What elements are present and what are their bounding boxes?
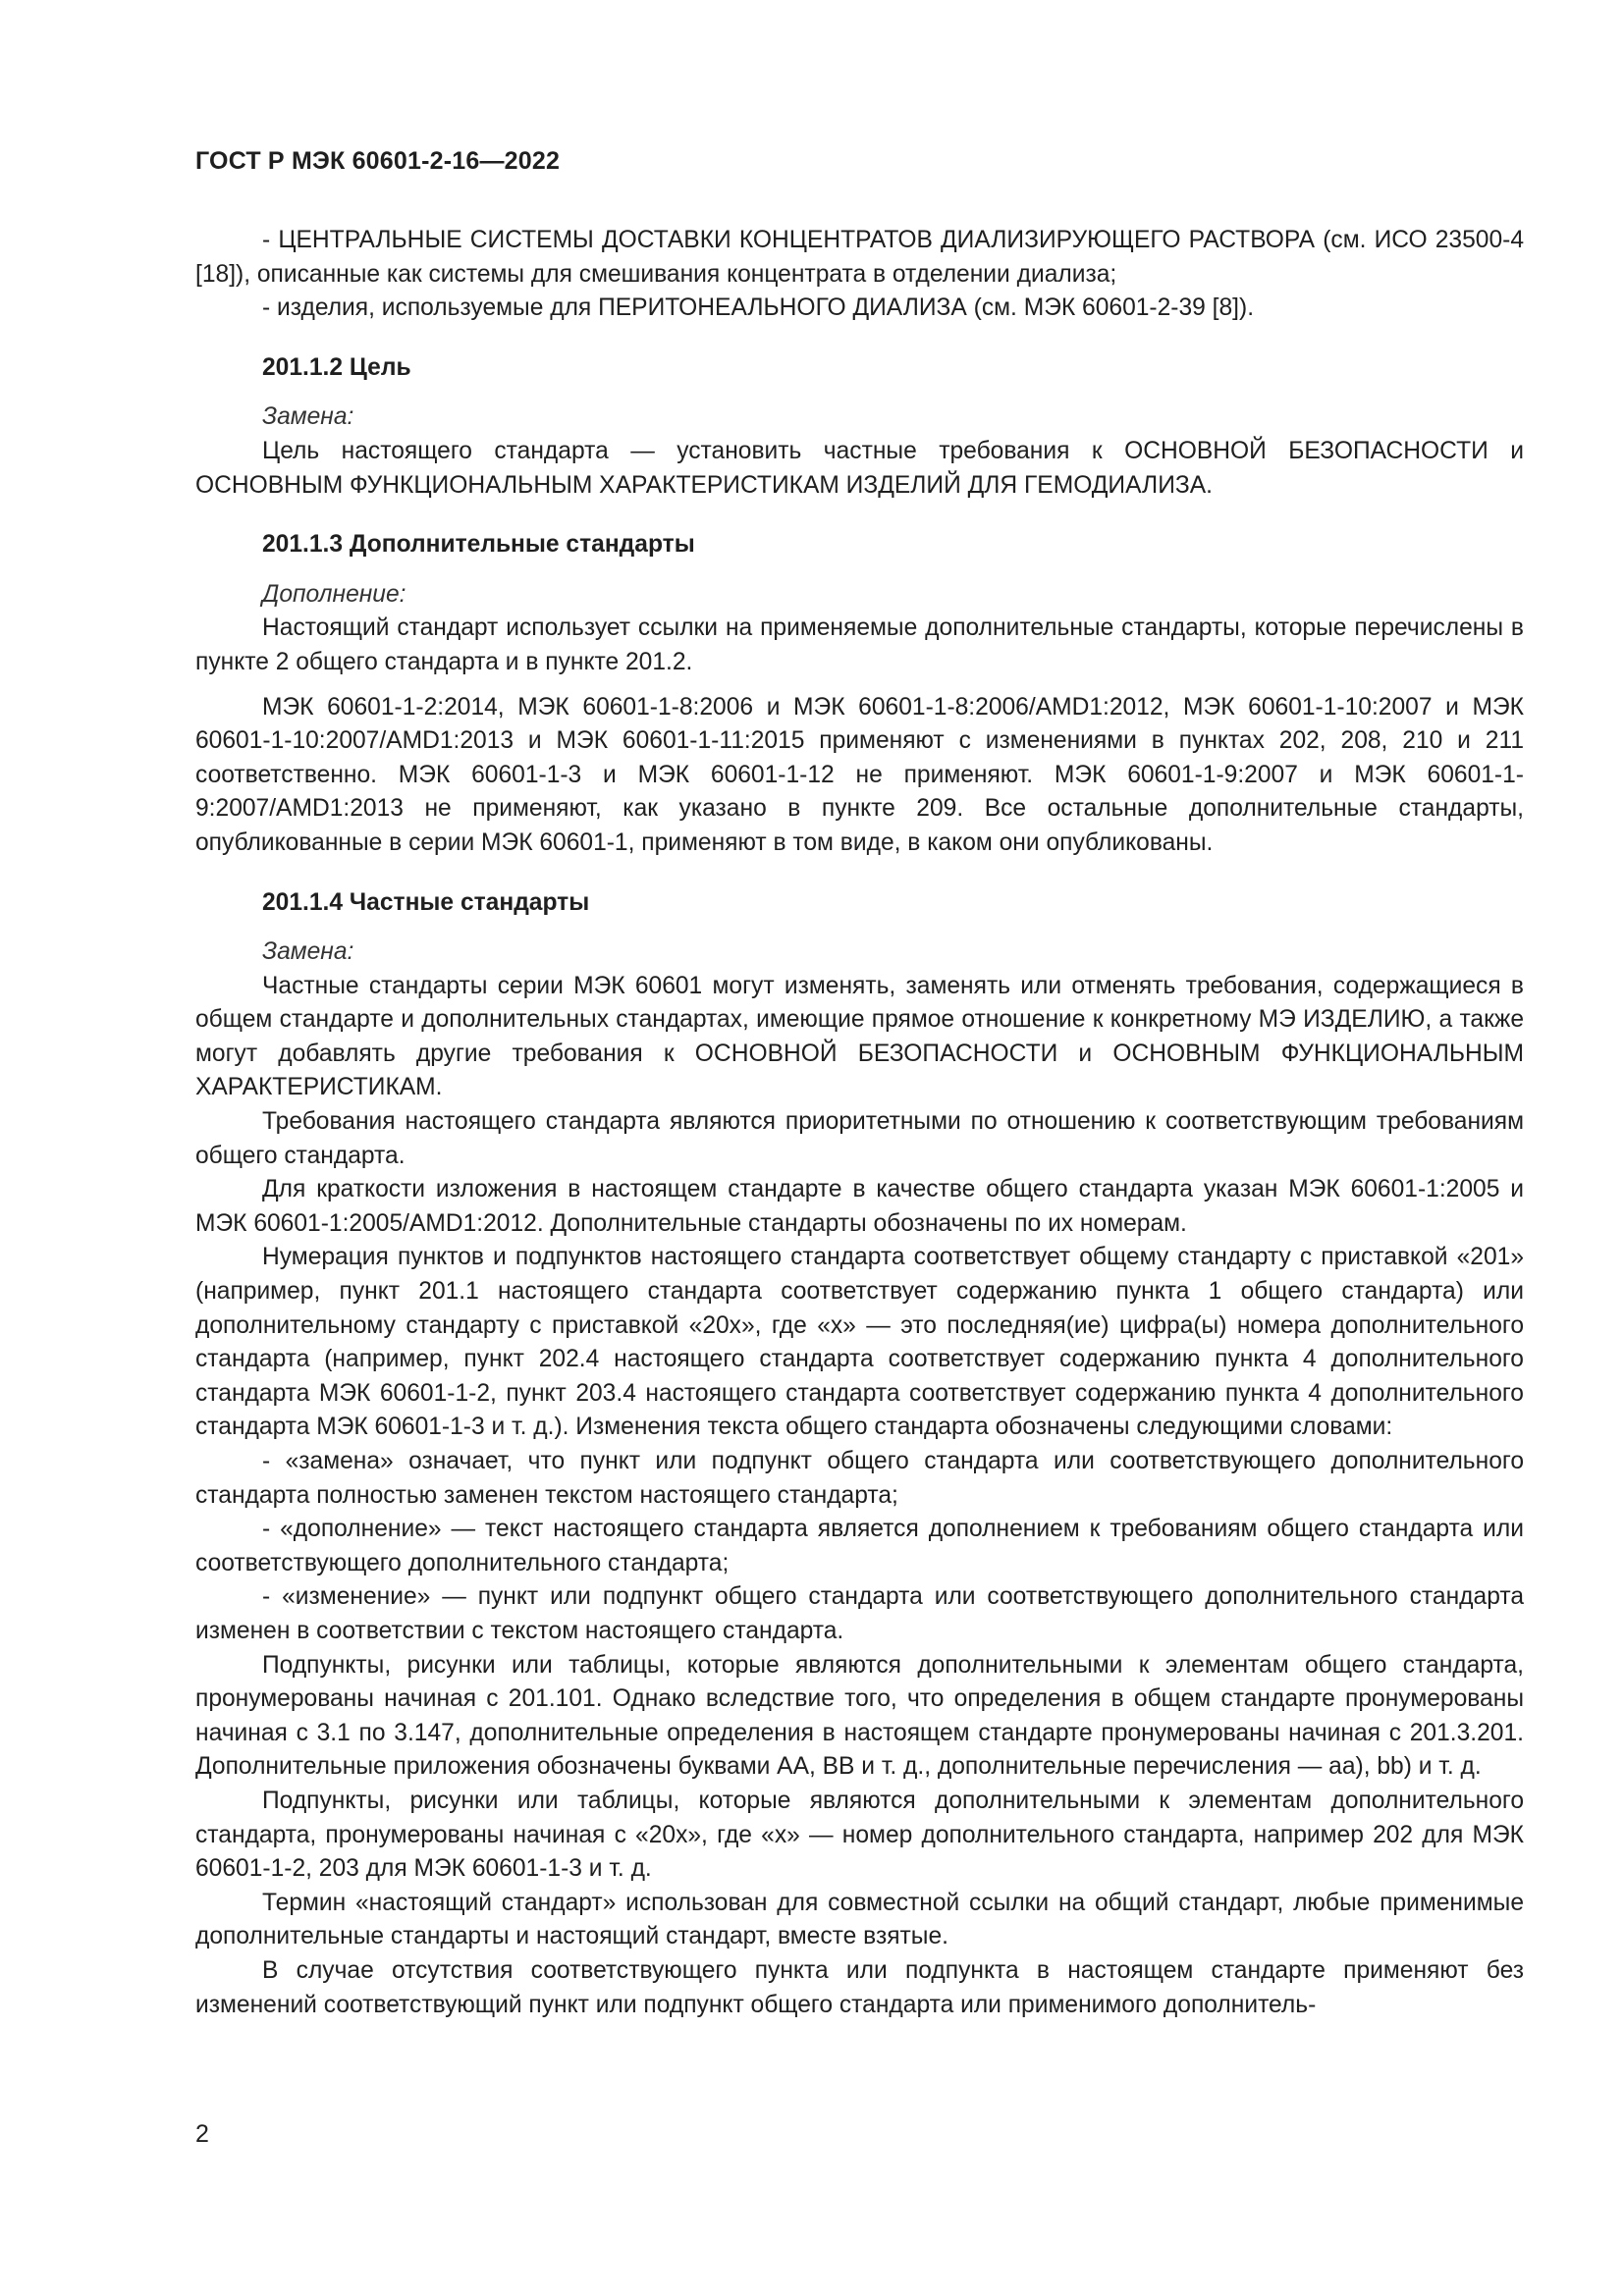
intro-paragraph-2: - изделия, используемые для ПЕРИТОНЕАЛЬНОГО ДИАЛИЗА (см. МЭК 60601-2-39 [8]). bbox=[262, 294, 1255, 322]
s4-list-item-replacement: - «замена» означает, что пункт или подпункт общего стандарта или соответствующего дополнительного стандарта полностью заменен текстом настоящего стандарта; bbox=[195, 1448, 1524, 1509]
s4-paragraph-4: Нумерация пунктов и подпунктов настоящего стандарта соответствует общему стандарту с приставкой «201» (например, пункт 201.1 настоящего стандарта соответствует содержанию пункта 1 общего стандарта) или дополнительному стандарту с приставкой «20x», где «x» — это последняя(ие) цифра(ы) номера дополнительного стандарта (например, пункт 202.4 настоящего стандарта соответствует содержанию пункта 4 дополнительного стандарта МЭК 60601-1-2, пункт 203.4 настоящего стандарта соответствует содержанию пункта 4 дополнительного стандарта МЭК 60601-1-3 и т. д.). Изменения текста общего стандарта обозначены следующими словами: bbox=[195, 1244, 1524, 1441]
s3-paragraph-1: Настоящий стандарт использует ссылки на применяемые дополнительные стандарты, которые перечислены в пункте 2 общего стандарта и в пункте 201.2. bbox=[195, 614, 1524, 675]
section-note-201-1-2: Замена: bbox=[262, 403, 354, 431]
s4-paragraph-8: Подпункты, рисунки или таблицы, которые являются дополнительными к элементам общего стандарта, пронумерованы начиная с 201.101. Однако вследствие того, что определения в общем стандарте пронумерованы начиная с 3.1 по 3.147, дополнительные определения в настоящем стандарте пронумерованы начиная с 201.3.201. Дополнительные приложения обозначены буквами AA, BB и т. д., дополнительные перечисления — aa), bb) и т. д. bbox=[195, 1651, 1524, 1781]
document-header: ГОСТ Р МЭК 60601-2-16—2022 bbox=[195, 147, 561, 175]
s4-paragraph-9: Подпункты, рисунки или таблицы, которые являются дополнительными к элементам дополнительного стандарта, пронумерованы начиная с «20x», где «x» — номер дополнительного стандарта, например 202 для МЭК 60601-1-2, 203 для МЭК 60601-1-3 и т. д. bbox=[195, 1787, 1524, 1883]
section-note-201-1-3: Дополнение: bbox=[262, 580, 406, 608]
section-heading-201-1-2: 201.1.2 Цель bbox=[262, 353, 411, 381]
s4-paragraph-10: Термин «настоящий стандарт» использован для совместной ссылки на общий стандарт, любые применимые дополнительные стандарты и настоящий стандарт, вместе взятые. bbox=[195, 1889, 1524, 1950]
s4-list-item-amendment: - «изменение» — пункт или подпункт общего стандарта или соответствующего дополнительного стандарта изменен в соответствии с текстом настоящего стандарта. bbox=[195, 1583, 1524, 1644]
s4-paragraph-2: Требования настоящего стандарта являются приоритетными по отношению к соответствующим требованиям общего стандарта. bbox=[195, 1108, 1524, 1169]
s4-list-item-addition: - «дополнение» — текст настоящего стандарта является дополнением к требованиям общего стандарта или соответствующего дополнительного стандарта; bbox=[195, 1516, 1524, 1576]
section-heading-201-1-4: 201.1.4 Частные стандарты bbox=[262, 888, 590, 916]
s4-paragraph-11: В случае отсутствия соответствующего пункта или подпункта в настоящем стандарте применяют без изменений соответствующий пункт или подпункт общего стандарта или применимого дополнитель- bbox=[195, 1956, 1524, 2018]
s2-paragraph-1: Цель настоящего стандарта — установить частные требования к ОСНОВНОЙ БЕЗОПАСНОСТИ и ОСНОВНЫМ ФУНКЦИОНАЛЬНЫМ ХАРАКТЕРИСТИКАМ ИЗДЕЛИЙ ДЛЯ ГЕМОДИАЛИЗА. bbox=[195, 437, 1524, 499]
intro-paragraph-1: - ЦЕНТРАЛЬНЫЕ СИСТЕМЫ ДОСТАВКИ КОНЦЕНТРАТОВ ДИАЛИЗИРУЮЩЕГО РАСТВОРА (см. ИСО 23500-4 [18]), описанные как системы для смешивания концентрата в отделении диализа; bbox=[195, 227, 1524, 288]
document-body bbox=[195, 224, 1524, 2022]
section-note-201-1-4: Замена: bbox=[262, 938, 354, 966]
s4-paragraph-1: Частные стандарты серии МЭК 60601 могут изменять, заменять или отменять требования, содержащиеся в общем стандарте и дополнительных стандартах, имеющие прямое отношение к конкретному МЭ ИЗДЕЛИЮ, а также могут добавлять другие требования к ОСНОВНОЙ БЕЗОПАСНОСТИ и ОСНОВНЫМ ФУНКЦИОНАЛЬНЫМ ХАРАКТЕРИСТИКАМ. bbox=[195, 972, 1524, 1101]
page-number: 2 bbox=[195, 2120, 209, 2148]
s3-paragraph-2: МЭК 60601-1-2:2014, МЭК 60601-1-8:2006 и МЭК 60601-1-8:2006/AMD1:2012, МЭК 60601-1-10:2007 и МЭК 60601-1-10:2007/AMD1:2013 и МЭК 60601-1-11:2015 применяют с изменениями в пунктах 202, 208, 210 и 211 соответственно. МЭК 60601-1-3 и МЭК 60601-1-12 не применяют. МЭК 60601-1-9:2007 и МЭК 60601-1-9:2007/AMD1:2013 не применяют, как указано в пункте 209. Все остальные дополнительные стандарты, опубликованные в серии МЭК 60601-1, применяют в том виде, в каком они опубликованы. bbox=[195, 693, 1524, 856]
s4-paragraph-3: Для краткости изложения в настоящем стандарте в качестве общего стандарта указан МЭК 60601-1:2005 и МЭК 60601-1:2005/AMD1:2012. Дополнительные стандарты обозначены по их номерам. bbox=[195, 1176, 1524, 1237]
section-heading-201-1-3: 201.1.3 Дополнительные стандарты bbox=[262, 531, 695, 559]
